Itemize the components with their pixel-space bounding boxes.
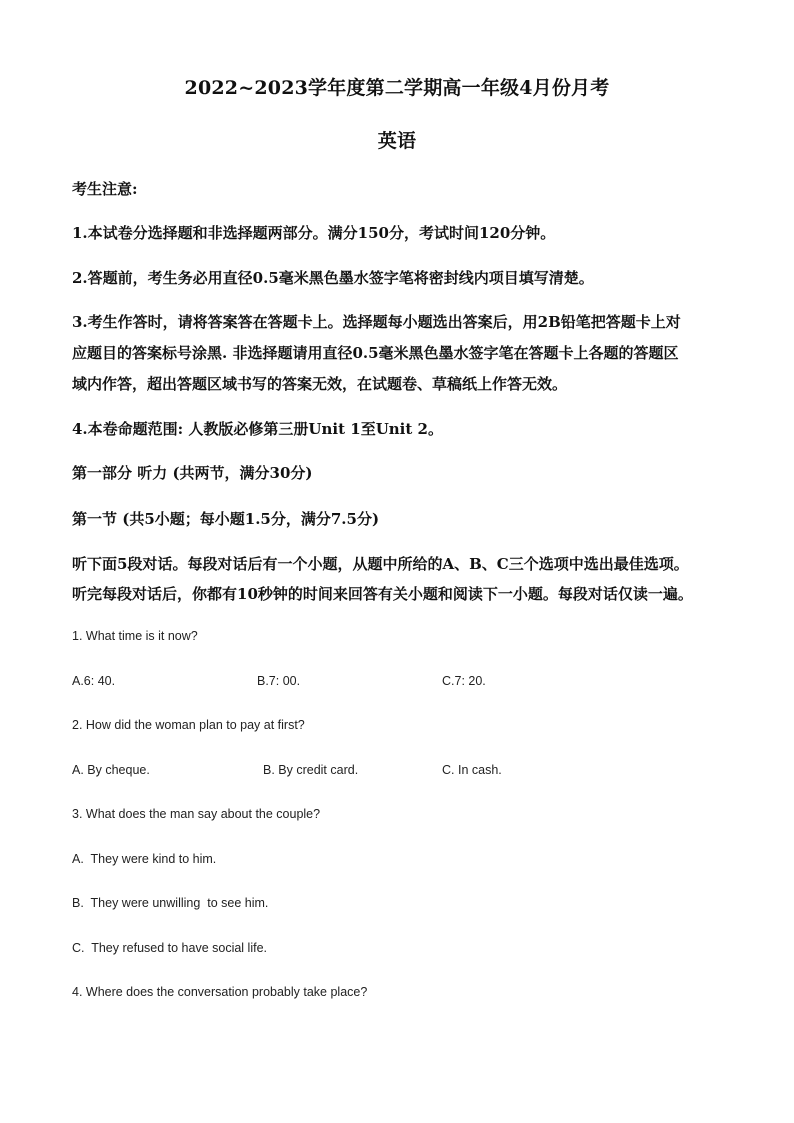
- notice-item-3-line3: 域内作答，超出答题区域书写的答案无效，在试题卷、草稿纸上作答无效。: [72, 375, 568, 393]
- notice-heading: 考生注意:: [72, 180, 138, 198]
- question-2-stem: 2. How did the woman plan to pay at first?: [72, 718, 305, 732]
- instructions-line1: 听下面5段对话。每段对话后有一个小题，从题中所给的A、B、C三个选项中选出最佳选项。: [72, 555, 689, 573]
- question-2-option-b: B. By credit card.: [263, 763, 359, 777]
- part1-heading: 第一部分 听力 (共两节，满分30分): [72, 464, 313, 482]
- notice-item-2: 2.答题前，考生务必用直径0.5毫米黑色墨水签字笔将密封线内项目填写清楚。: [72, 269, 594, 287]
- question-4-stem: 4. Where does the conversation probably take place?: [72, 985, 368, 999]
- instructions-line2: 听完每段对话后，你都有10秒钟的时间来回答有关小题和阅读下一小题。每段对话仅读一遍。: [72, 585, 693, 603]
- question-3-stem: 3. What does the man say about the couple?: [72, 807, 321, 821]
- exam-title: 2022~2023学年度第二学期高一年级4月份月考: [184, 77, 610, 99]
- section1-heading: 第一节 (共5小题；每小题1.5分，满分7.5分): [72, 510, 380, 528]
- notice-item-3-line2: 应题目的答案标号涂黑. 非选择题请用直径0.5毫米黑色墨水签字笔在答题卡上各题的答题区: [72, 344, 679, 362]
- question-3-option-c: C. They refused to have social life.: [72, 941, 268, 955]
- notice-item-1: 1.本试卷分选择题和非选择题两部分。满分150分，考试时间120分钟。: [72, 224, 556, 242]
- question-3-option-a: A. They were kind to him.: [72, 852, 217, 866]
- question-1-option-c: C.7: 20.: [442, 674, 486, 688]
- notice-item-3-line1: 3.考生作答时，请将答案答在答题卡上。选择题每小题选出答案后，用2B铅笔把答题卡上对: [72, 313, 681, 331]
- subject-title: 英语: [377, 130, 417, 152]
- question-3-option-b: B. They were unwilling to see him.: [72, 896, 269, 910]
- question-1-stem: 1. What time is it now?: [72, 629, 198, 643]
- question-1-option-a: A.6: 40.: [72, 674, 116, 688]
- question-2-option-a: A. By cheque.: [72, 763, 150, 777]
- notice-item-4: 4.本卷命题范围: 人教版必修第三册Unit 1至Unit 2。: [72, 420, 443, 438]
- question-1-option-b: B.7: 00.: [257, 674, 301, 688]
- question-2-option-c: C. In cash.: [442, 763, 502, 777]
